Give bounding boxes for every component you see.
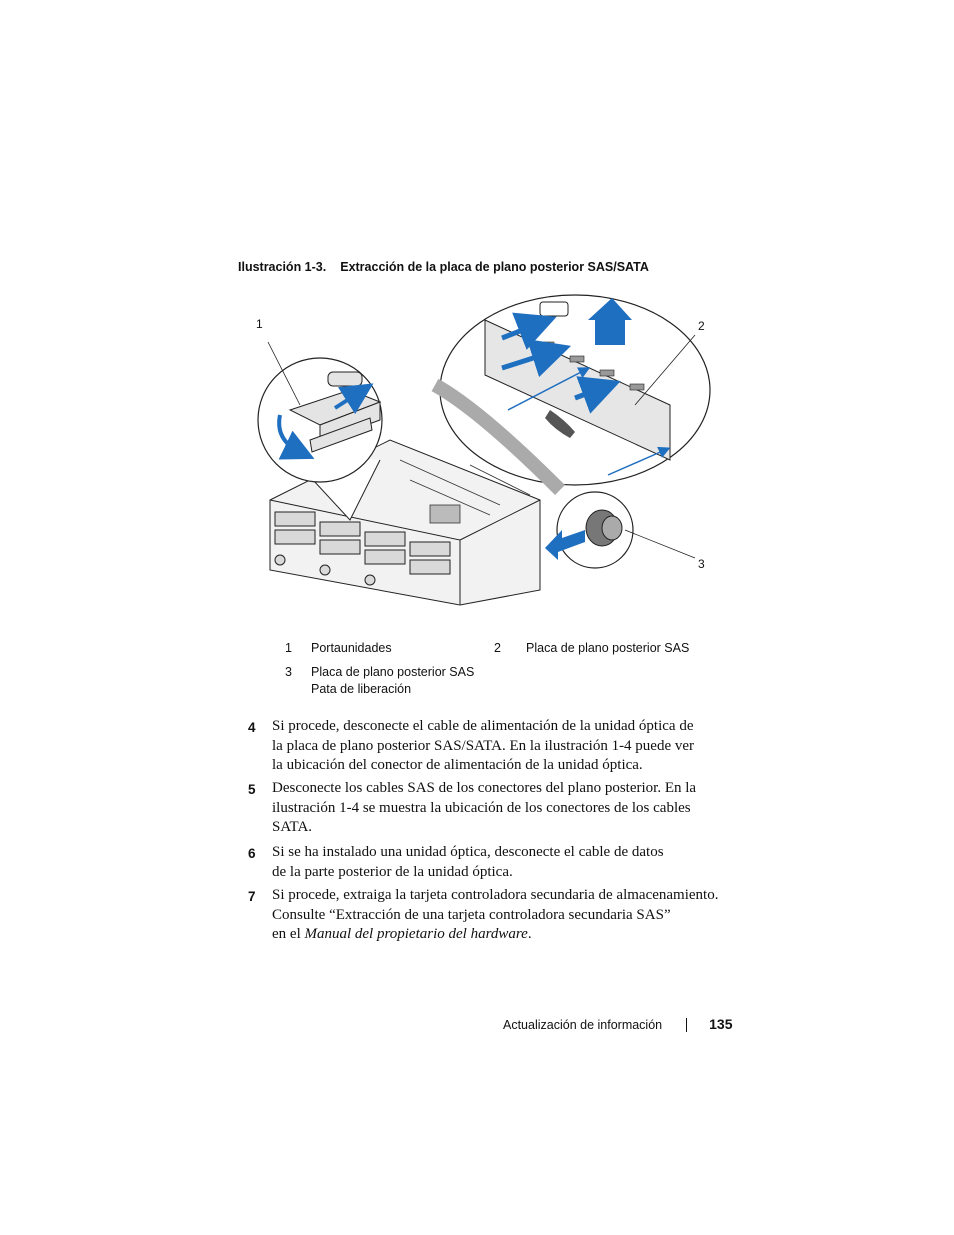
legend-number: 2 — [494, 641, 501, 655]
release-pin-detail — [545, 492, 633, 568]
footer-divider — [686, 1018, 687, 1032]
step-6 — [248, 843, 728, 882]
step-line: Si procede, desconecte el cable de alimentación de la unidad óptica de — [272, 718, 694, 734]
figure-number: Ilustración 1-3. — [238, 260, 327, 274]
step-4 — [248, 717, 728, 776]
backplane-detail — [435, 295, 710, 490]
step-number: 5 — [248, 782, 256, 797]
figure-title: Extracción de la placa de plano posterior SAS/SATA — [340, 260, 649, 274]
step-number: 6 — [248, 846, 256, 861]
page-footer — [503, 1016, 732, 1032]
step-line: la placa de plano posterior SAS/SATA. En la ilustración 1-4 puede ver — [272, 737, 695, 754]
legend-number: 1 — [285, 641, 292, 655]
step-number: 7 — [248, 889, 256, 904]
step-line: Si procede, extraiga la tarjeta controladora secundaria de almacenamiento. — [272, 887, 719, 903]
page-number: 135 — [709, 1016, 733, 1032]
figure-caption — [238, 260, 649, 274]
step-text — [272, 779, 728, 838]
step-line-prefix: en el — [272, 926, 305, 942]
step-7 — [248, 886, 748, 945]
step-line: ilustración 1-4 se muestra la ubicación de los conectores de los cables — [272, 799, 691, 816]
step-line: Si se ha instalado una unidad óptica, desconecte el cable de datos — [272, 844, 664, 860]
footer-section-title: Actualización de información — [503, 1018, 663, 1032]
legend-text: Placa de plano posterior SAS — [526, 641, 690, 655]
legend-text: Portaunidades — [311, 641, 392, 655]
step-text — [272, 886, 748, 945]
legend-text-line: Pata de liberación — [311, 682, 412, 696]
legend-text — [311, 664, 474, 698]
step-line: Consulte “Extracción de una tarjeta controladora secundaria SAS” — [272, 906, 671, 923]
callout-1: 1 — [256, 317, 263, 331]
backplane-removal-illustration — [240, 290, 720, 620]
step-line: Desconecte los cables SAS de los conectores del plano posterior. En la — [272, 780, 697, 796]
step-line: la ubicación del conector de alimentación de la unidad óptica. — [272, 757, 643, 773]
step-line — [272, 925, 748, 945]
callout-2: 2 — [698, 319, 705, 333]
step-text — [272, 843, 728, 882]
step-5 — [248, 779, 728, 838]
callout-3: 3 — [698, 557, 705, 571]
step-text — [272, 717, 728, 776]
legend-text-line: Placa de plano posterior SAS — [311, 665, 475, 679]
legend-number: 3 — [285, 665, 292, 679]
step-line-suffix: . — [527, 926, 532, 942]
step-number: 4 — [248, 720, 256, 735]
manual-title: Manual del propietario del hardware — [304, 926, 528, 942]
step-line: de la parte posterior de la unidad óptica. — [272, 863, 513, 880]
step-line: SATA. — [272, 819, 313, 835]
